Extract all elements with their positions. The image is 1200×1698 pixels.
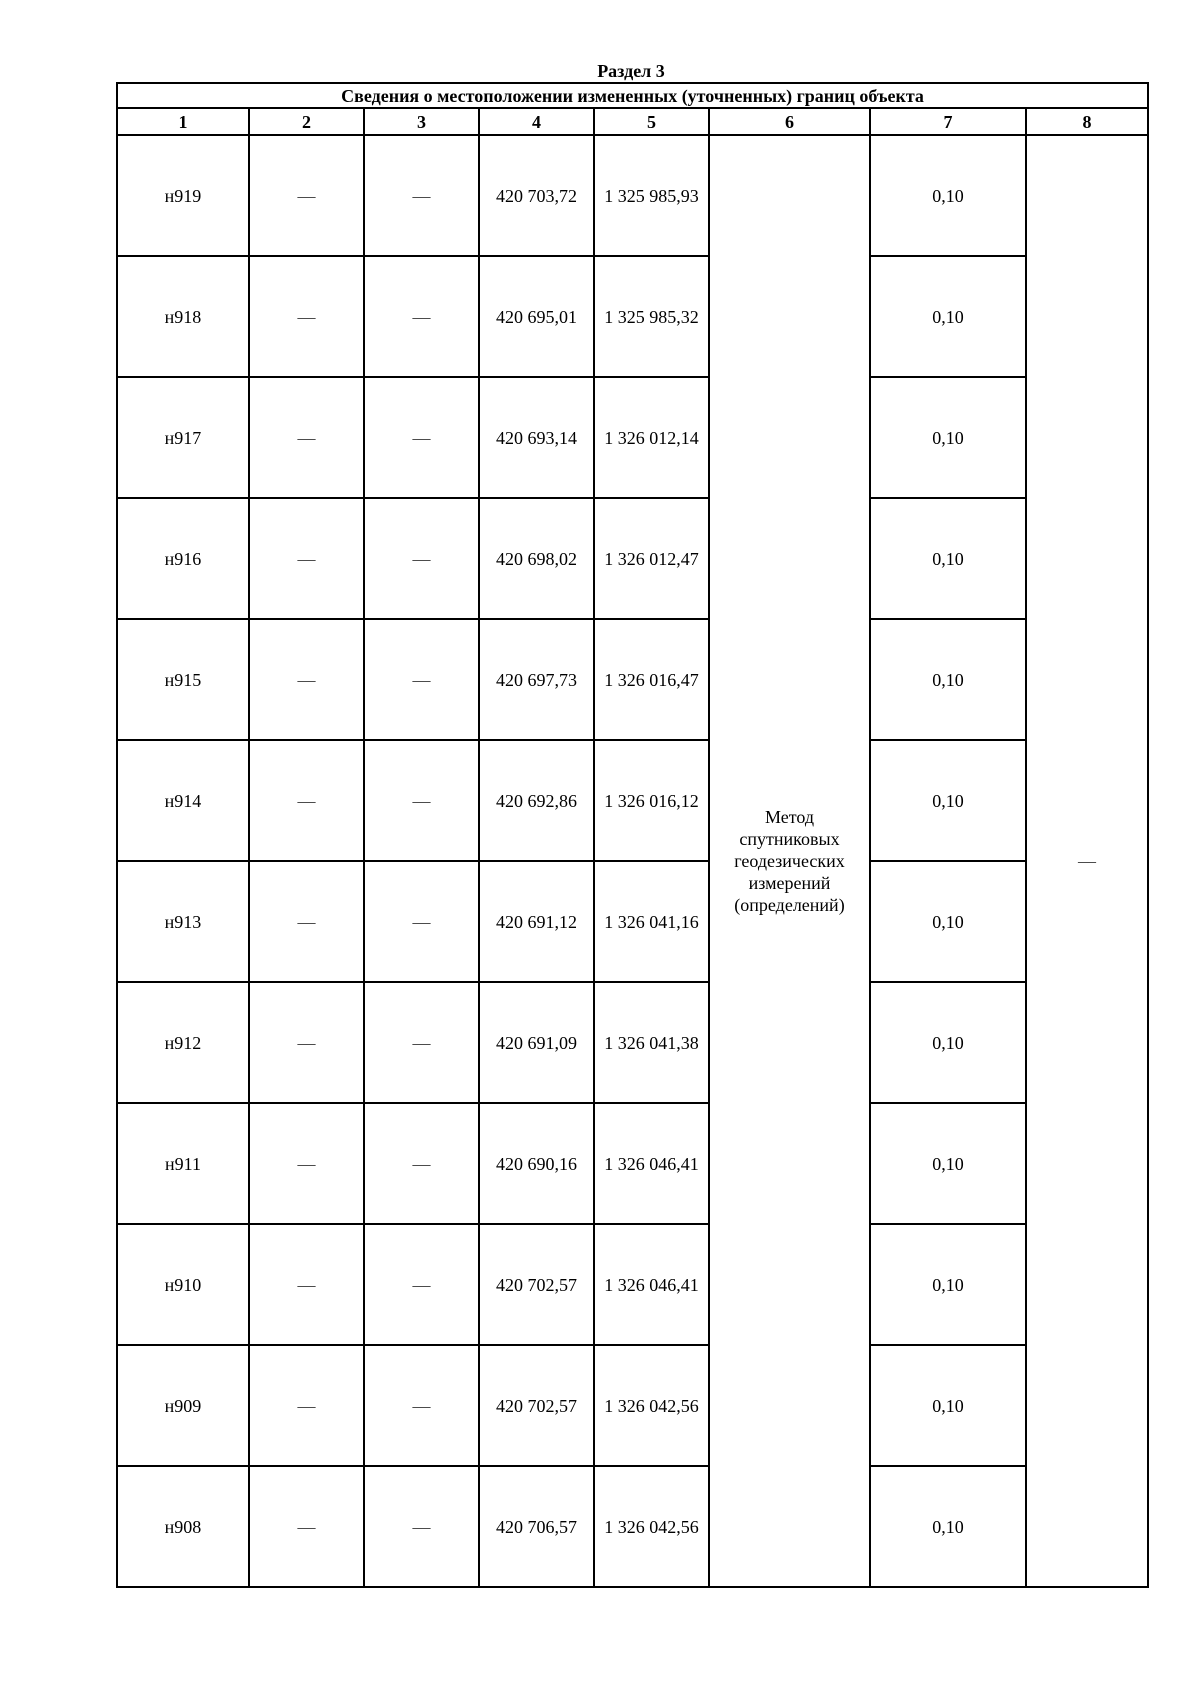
column-3-value: —: [364, 1345, 479, 1466]
method-text-line: измерений: [748, 873, 831, 893]
point-name: н910: [117, 1224, 249, 1345]
accuracy-value: 0,10: [870, 740, 1026, 861]
accuracy-value: 0,10: [870, 619, 1026, 740]
column-8-value: —: [1026, 135, 1148, 1587]
y-coordinate: 1 326 046,41: [594, 1103, 709, 1224]
accuracy-value: 0,10: [870, 1345, 1026, 1466]
table-row: [117, 377, 1148, 498]
method-text-line: (определений): [734, 895, 845, 915]
y-coordinate: 1 326 012,47: [594, 498, 709, 619]
column-number-1: 1: [117, 108, 249, 135]
y-coordinate: 1 326 042,56: [594, 1345, 709, 1466]
column-number-4: 4: [479, 108, 594, 135]
column-2-value: —: [249, 498, 364, 619]
y-coordinate: 1 326 041,16: [594, 861, 709, 982]
table-row: [117, 1103, 1148, 1224]
x-coordinate: 420 692,86: [479, 740, 594, 861]
y-coordinate: 1 326 042,56: [594, 1466, 709, 1587]
column-2-value: —: [249, 619, 364, 740]
accuracy-value: 0,10: [870, 498, 1026, 619]
section-title: Раздел 3: [597, 61, 665, 81]
point-name: н918: [117, 256, 249, 377]
column-2-value: —: [249, 256, 364, 377]
column-2-value: —: [249, 1224, 364, 1345]
column-2-value: —: [249, 861, 364, 982]
x-coordinate: 420 702,57: [479, 1224, 594, 1345]
column-number-5: 5: [594, 108, 709, 135]
column-number-3: 3: [364, 108, 479, 135]
accuracy-value: 0,10: [870, 256, 1026, 377]
method-text-line: Метод: [764, 807, 815, 827]
x-coordinate: 420 691,09: [479, 982, 594, 1103]
y-coordinate: 1 326 016,47: [594, 619, 709, 740]
accuracy-value: 0,10: [870, 1224, 1026, 1345]
point-name: н908: [117, 1466, 249, 1587]
column-3-value: —: [364, 619, 479, 740]
accuracy-value: 0,10: [870, 1466, 1026, 1587]
point-name: н914: [117, 740, 249, 861]
point-name: н913: [117, 861, 249, 982]
accuracy-value: 0,10: [870, 135, 1026, 256]
table-row: [117, 1345, 1148, 1466]
accuracy-value: 0,10: [870, 377, 1026, 498]
column-3-value: —: [364, 1224, 479, 1345]
method-text-line: геодезических: [734, 851, 845, 871]
table-row: [117, 861, 1148, 982]
y-coordinate: 1 325 985,93: [594, 135, 709, 256]
table-row: [117, 135, 1148, 256]
column-2-value: —: [249, 982, 364, 1103]
column-number-7: 7: [870, 108, 1026, 135]
column-3-value: —: [364, 740, 479, 861]
x-coordinate: 420 691,12: [479, 861, 594, 982]
y-coordinate: 1 325 985,32: [594, 256, 709, 377]
column-3-value: —: [364, 1466, 479, 1587]
point-name: н916: [117, 498, 249, 619]
x-coordinate: 420 693,14: [479, 377, 594, 498]
column-2-value: —: [249, 1103, 364, 1224]
column-2-value: —: [249, 1466, 364, 1587]
x-coordinate: 420 706,57: [479, 1466, 594, 1587]
table-row: [117, 256, 1148, 377]
x-coordinate: 420 697,73: [479, 619, 594, 740]
table-row: [117, 740, 1148, 861]
point-name: н909: [117, 1345, 249, 1466]
column-number-8: 8: [1026, 108, 1148, 135]
column-2-value: —: [249, 1345, 364, 1466]
column-2-value: —: [249, 377, 364, 498]
column-number-row: [117, 108, 1148, 135]
column-2-value: —: [249, 135, 364, 256]
column-3-value: —: [364, 256, 479, 377]
column-3-value: —: [364, 1103, 479, 1224]
method-text-line: спутниковых: [739, 829, 840, 849]
point-name: н911: [117, 1103, 249, 1224]
table-row: [117, 982, 1148, 1103]
boundary-table: [116, 82, 1149, 1588]
y-coordinate: 1 326 046,41: [594, 1224, 709, 1345]
x-coordinate: 420 703,72: [479, 135, 594, 256]
x-coordinate: 420 702,57: [479, 1345, 594, 1466]
table-row: [117, 1466, 1148, 1587]
column-2-value: —: [249, 740, 364, 861]
column-number-2: 2: [249, 108, 364, 135]
point-name: н912: [117, 982, 249, 1103]
column-3-value: —: [364, 498, 479, 619]
column-3-value: —: [364, 861, 479, 982]
point-name: н917: [117, 377, 249, 498]
column-3-value: —: [364, 982, 479, 1103]
table-row: [117, 619, 1148, 740]
table-row: [117, 1224, 1148, 1345]
point-name: н919: [117, 135, 249, 256]
point-name: н915: [117, 619, 249, 740]
measurement-method: [709, 135, 870, 1587]
column-number-6: 6: [709, 108, 870, 135]
accuracy-value: 0,10: [870, 1103, 1026, 1224]
y-coordinate: 1 326 016,12: [594, 740, 709, 861]
column-3-value: —: [364, 377, 479, 498]
y-coordinate: 1 326 012,14: [594, 377, 709, 498]
table-row: [117, 498, 1148, 619]
column-3-value: —: [364, 135, 479, 256]
accuracy-value: 0,10: [870, 861, 1026, 982]
x-coordinate: 420 690,16: [479, 1103, 594, 1224]
table-caption-row: [117, 83, 1148, 108]
x-coordinate: 420 695,01: [479, 256, 594, 377]
accuracy-value: 0,10: [870, 982, 1026, 1103]
y-coordinate: 1 326 041,38: [594, 982, 709, 1103]
x-coordinate: 420 698,02: [479, 498, 594, 619]
table-caption: Сведения о местоположении измененных (уточненных) границ объекта: [117, 83, 1148, 108]
